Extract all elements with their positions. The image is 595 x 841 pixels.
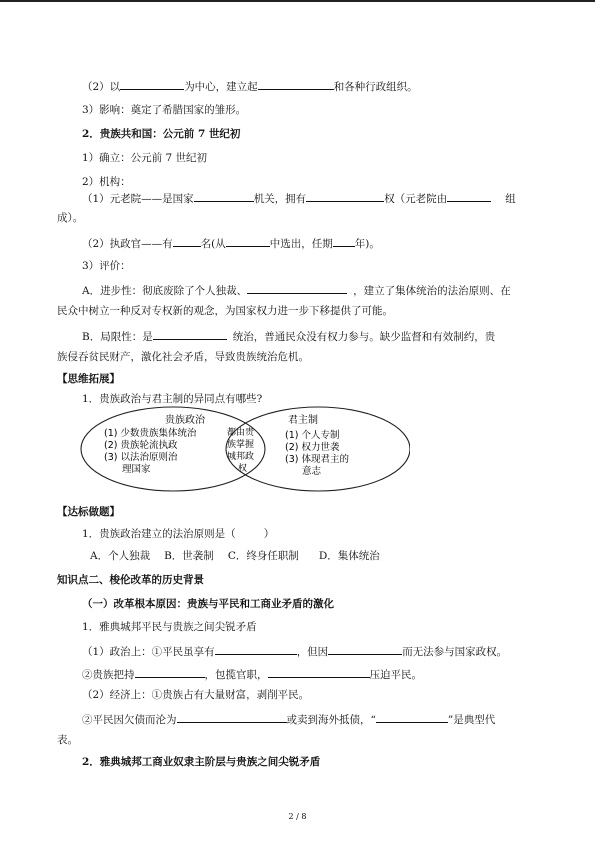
text-line-26: 表。	[57, 734, 78, 746]
text-segment: ②平民因欠债而沦为	[82, 714, 177, 726]
text-segment: 为中心，建立起	[184, 81, 258, 93]
text-line-5: 2）机构：	[82, 176, 131, 188]
text-segment: ，但因	[296, 646, 329, 658]
text-segment: 1．贵族政治建立的法治原则是（	[82, 528, 236, 540]
text-segment: 和各种行政组织。	[333, 81, 418, 93]
fill-blank[interactable]	[268, 666, 370, 678]
fill-blank[interactable]	[177, 711, 287, 723]
text-line-1	[82, 78, 418, 94]
question-1: 1．贵族政治与君主制的异同点有哪些?	[82, 393, 263, 405]
venn-center-item: 族掌握	[227, 440, 255, 450]
option-d[interactable]: D．集体统治	[318, 550, 380, 562]
text-segment: 权（元老院由	[384, 193, 448, 205]
fill-blank[interactable]	[135, 666, 205, 678]
text-segment: 统治，普通民众没有权力参与。缺少监督和有效制约，贵	[232, 331, 496, 343]
exercise-question	[82, 527, 274, 541]
option-a[interactable]: A．个人独裁	[90, 550, 151, 562]
text-segment: ）	[263, 528, 275, 540]
option-b[interactable]: B．世袭制	[164, 550, 214, 562]
fill-blank[interactable]	[333, 235, 355, 247]
venn-right-item: (2) 权力世袭	[285, 442, 340, 453]
fill-blank[interactable]	[120, 78, 184, 90]
text-line-2: 3）影响：奠定了希腊国家的雏形。	[82, 104, 247, 116]
text-segment: 名(从	[200, 238, 226, 250]
venn-left-item: (3) 以法治原则治	[104, 452, 178, 463]
text-line-7: 成）。	[57, 212, 84, 224]
section-heading: 2．贵族共和国：公元前 7 世纪初	[82, 128, 241, 140]
venn-left-item: (2) 贵族轮流执政	[104, 440, 178, 451]
fill-blank[interactable]	[247, 282, 347, 294]
text-line-11: 民众中树立一种反对专权新的观念，为国家权力进一步下移提供了可能。	[57, 305, 393, 317]
text-line-23	[82, 666, 422, 682]
text-line-8	[82, 235, 380, 251]
venn-right-item: (3) 体现君主的	[285, 454, 349, 465]
text-line-10	[82, 282, 511, 298]
fill-blank[interactable]	[215, 643, 297, 655]
venn-center-item: 城邦政	[227, 452, 255, 462]
venn-center-item: 都由贵	[227, 428, 255, 438]
text-segment: A．进步性：彻底废除了个人独裁、	[82, 285, 248, 297]
text-segment: （2）以	[82, 81, 121, 93]
venn-left-title: 贵族政治	[165, 415, 205, 426]
text-line-21: 1．雅典城邦平民与贵族之间尖锐矛盾	[82, 621, 257, 633]
section-label-thinking: 【思维拓展】	[57, 373, 120, 385]
text-line-24: （2）经济上：①贵族占有大量财富，剥削平民。	[82, 689, 310, 701]
top-rule	[0, 0, 595, 2]
text-line-12	[82, 328, 495, 344]
text-segment: （1）政治上：①平民虽享有	[82, 646, 215, 658]
fill-blank[interactable]	[328, 643, 402, 655]
fill-blank[interactable]	[194, 190, 254, 202]
text-segment: 机关，拥有	[253, 193, 307, 205]
text-segment: 而无法参与国家政权。	[402, 646, 508, 658]
exercise-options	[90, 549, 380, 563]
text-segment: （1）元老院——是国家	[82, 193, 194, 205]
fill-blank[interactable]	[447, 190, 491, 202]
text-line-25	[82, 711, 495, 727]
venn-right-item: (1) 个人专制	[285, 430, 340, 441]
fill-blank[interactable]	[153, 328, 227, 340]
text-line-4: 1）确立：公元前 7 世纪初	[82, 152, 208, 164]
venn-diagram	[80, 405, 410, 495]
fill-blank[interactable]	[376, 711, 448, 723]
fill-blank[interactable]	[173, 235, 201, 247]
text-segment: 组	[505, 193, 516, 205]
subsection-heading-2: 2．雅典城邦工商业奴隶主阶层与贵族之间尖锐矛盾	[82, 756, 321, 768]
fill-blank[interactable]	[258, 78, 334, 90]
venn-center-item: 权	[238, 464, 248, 474]
text-segment: ”是典型代	[447, 714, 496, 726]
fill-blank[interactable]	[226, 235, 270, 247]
venn-left-item: (1) 少数贵族集体统治	[104, 428, 197, 439]
text-segment: B．局限性：是	[82, 331, 153, 343]
text-line-13: 族侵吞贫民财产，激化社会矛盾，导致贵族统治危机。	[57, 351, 309, 363]
subsection-heading: （一）改革根本原因：贵族与平民和工商业矛盾的激化	[82, 598, 334, 610]
text-line-9: 3）评价：	[82, 260, 131, 272]
text-segment: ②贵族把持	[82, 669, 135, 681]
text-segment: 中选出，任期	[269, 238, 333, 250]
section-label-exercise: 【达标做题】	[57, 506, 120, 518]
text-segment: 年)。	[354, 238, 380, 250]
text-segment: 压迫平民。	[369, 669, 422, 681]
fill-blank[interactable]	[306, 190, 384, 202]
text-line-22	[82, 643, 507, 659]
page-number: 2 / 8	[288, 812, 307, 821]
text-segment: 或卖到海外抵债，“	[286, 714, 376, 726]
text-segment: （2）执政官——有	[82, 238, 173, 250]
venn-left-item: 理国家	[122, 464, 151, 475]
text-line-6	[82, 190, 516, 206]
text-segment: ，建立了集体统治的法治原则、在	[353, 285, 511, 297]
knowledge-point-heading: 知识点二、梭伦改革的历史背景	[57, 574, 204, 586]
option-c[interactable]: C．终身任职制	[227, 550, 299, 562]
venn-right-title: 君主制	[288, 415, 318, 426]
text-segment: ，包揽官职，	[204, 669, 268, 681]
venn-right-item: 意志	[302, 466, 322, 477]
